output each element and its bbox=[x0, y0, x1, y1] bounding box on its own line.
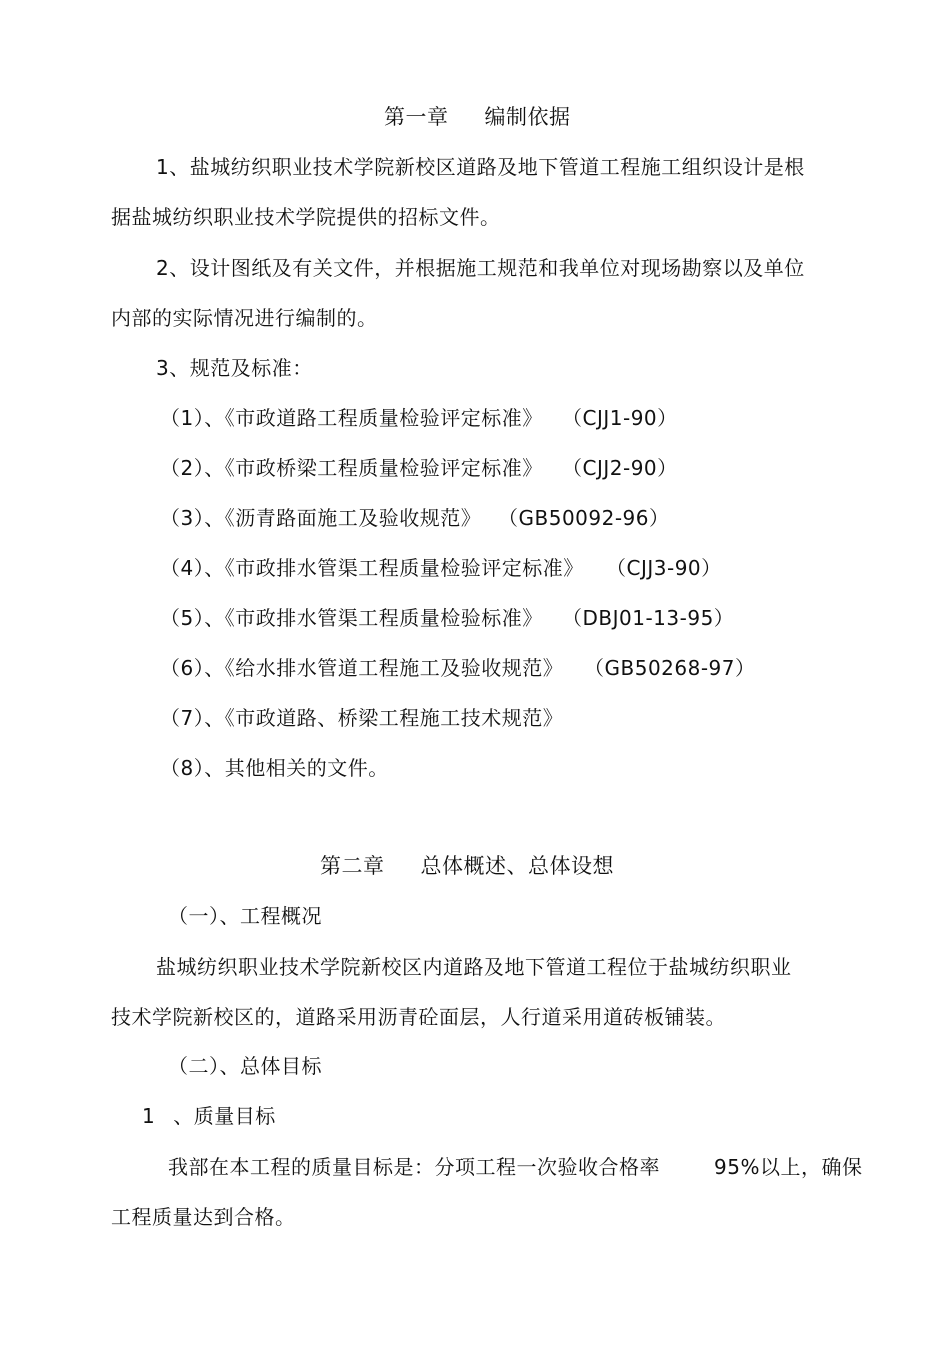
section-heading-goals: （二）、总体目标 bbox=[168, 1054, 322, 1078]
standard-code: （CJJ2-90） bbox=[562, 456, 678, 480]
chapter1-number: 第一章 bbox=[384, 105, 449, 129]
standard-item bbox=[160, 555, 584, 581]
overview-line-1: 盐城纺织职业技术学院新校区内道路及地下管道工程位于盐城纺织职业 bbox=[156, 955, 792, 979]
standard-code: （CJJ3-90） bbox=[606, 556, 722, 580]
standard-code: （CJJ1-90） bbox=[562, 406, 678, 430]
standard-item bbox=[160, 705, 563, 731]
paragraph-1-line-1: 1、盐城纺织职业技术学院新校区道路及地下管道工程施工组织设计是根 bbox=[156, 155, 805, 179]
chapter2-number: 第二章 bbox=[320, 854, 385, 878]
chapter1-name: 编制依据 bbox=[484, 105, 571, 129]
standard-title: （3）、《沥青路面施工及验收规范》 bbox=[160, 506, 482, 530]
standard-item bbox=[160, 755, 389, 781]
standard-code: （GB50268-97） bbox=[584, 656, 756, 680]
quality-goal-heading bbox=[142, 1103, 276, 1129]
paragraph-2-line-2: 内部的实际情况进行编制的。 bbox=[111, 306, 378, 330]
chapter1-title bbox=[384, 104, 571, 130]
paragraph-3: 3、规范及标准： bbox=[156, 356, 313, 380]
standard-item bbox=[160, 655, 563, 681]
paragraph-2-line-1: 2、设计图纸及有关文件，并根据施工规范和我单位对现场勘察以及单位 bbox=[156, 256, 805, 280]
standard-title: （5）、《市政排水管渠工程质量检验标准》 bbox=[160, 606, 543, 630]
chapter2-name: 总体概述、总体设想 bbox=[420, 854, 614, 878]
standard-code: （GB50092-96） bbox=[498, 506, 670, 530]
standard-item bbox=[160, 455, 543, 481]
standard-title: （8）、其他相关的文件。 bbox=[160, 756, 389, 780]
standard-title: （7）、《市政道路、桥梁工程施工技术规范》 bbox=[160, 706, 564, 730]
chapter2-title bbox=[320, 853, 614, 879]
standard-title: （2）、《市政桥梁工程质量检验评定标准》 bbox=[160, 456, 543, 480]
standard-title: （6）、《给水排水管道工程施工及验收规范》 bbox=[160, 656, 564, 680]
standard-item bbox=[160, 405, 543, 431]
quality-goal-line-1b: 95%以上，确保 bbox=[714, 1155, 863, 1179]
item-number: 1 bbox=[142, 1104, 156, 1128]
item-label: 、质量目标 bbox=[173, 1104, 276, 1128]
standard-item bbox=[160, 605, 543, 631]
overview-line-2: 技术学院新校区的，道路采用沥青砼面层，人行道采用道砖板铺装。 bbox=[111, 1005, 726, 1029]
section-heading-overview: （一）、工程概况 bbox=[168, 904, 322, 928]
standard-code: （DBJ01-13-95） bbox=[562, 606, 735, 630]
quality-goal-line-2: 工程质量达到合格。 bbox=[111, 1205, 296, 1229]
standard-title: （4）、《市政排水管渠工程质量检验评定标准》 bbox=[160, 556, 584, 580]
standard-item bbox=[160, 505, 481, 531]
paragraph-1-line-2: 据盐城纺织职业技术学院提供的招标文件。 bbox=[111, 205, 501, 229]
quality-goal-line-1a: 我部在本工程的质量目标是：分项工程一次验收合格率 bbox=[168, 1155, 660, 1179]
standard-title: （1）、《市政道路工程质量检验评定标准》 bbox=[160, 406, 543, 430]
